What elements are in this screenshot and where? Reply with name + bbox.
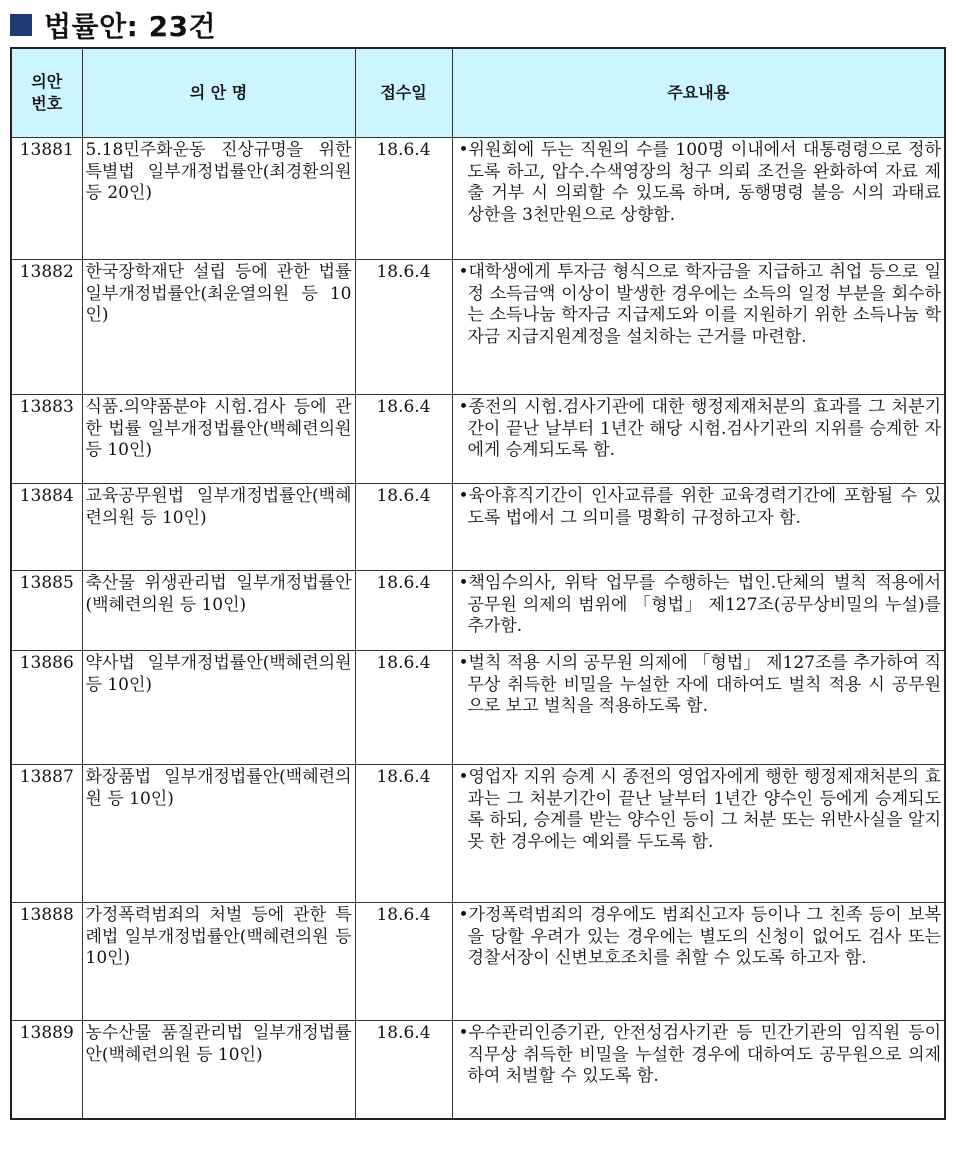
received-date: 18.6.4 [355, 765, 452, 903]
square-bullet-icon [10, 14, 32, 36]
received-date: 18.6.4 [355, 395, 452, 484]
table-row [11, 260, 945, 395]
bill-name: 5.18민주화운동 진상규명을 위한 특별법 일부개정법률안(최경환의원 등 20인) [82, 138, 355, 260]
received-date: 18.6.4 [355, 484, 452, 571]
received-date: 18.6.4 [355, 260, 452, 395]
main-content: •종전의 시험.검사기관에 대한 행정제재처분의 효과를 그 처분기간이 끝난 날부터 1년간 해당 시험.검사기관의 지위를 승계한 자에게 승계되도록 함. [452, 395, 945, 484]
bill-name: 농수산물 품질관리법 일부개정법률안(백혜련의원 등 10인) [82, 1021, 355, 1119]
bill-number: 13888 [11, 903, 82, 1021]
bill-number: 13887 [11, 765, 82, 903]
table-row [11, 651, 945, 765]
header-received-date: 접수일 [355, 48, 452, 138]
main-content: •책임수의사, 위탁 업무를 수행하는 법인.단체의 벌칙 적용에서 공무원 의제의 범위에 「형법」 제127조(공무상비밀의 누설)를 추가함. [452, 571, 945, 651]
bill-number: 13883 [11, 395, 82, 484]
table-row [11, 138, 945, 260]
received-date: 18.6.4 [355, 651, 452, 765]
bill-number: 13885 [11, 571, 82, 651]
main-content: •육아휴직기간이 인사교류를 위한 교육경력기간에 포함될 수 있도록 법에서 그 의미를 명확히 규정하고자 함. [452, 484, 945, 571]
bill-number: 13884 [11, 484, 82, 571]
main-content: •대학생에게 투자금 형식으로 학자금을 지급하고 취업 등으로 일정 소득금액 이상이 발생한 경우에는 소득의 일정 부분을 회수하는 소득나눔 학자금 지급제도와 이를 지원하기 위한 소득나눔 학자금 지급지원계정을 설치하는 근거를 마련함. [452, 260, 945, 395]
header-bill-name: 의 안 명 [82, 48, 355, 138]
page-title [10, 6, 216, 44]
received-date: 18.6.4 [355, 903, 452, 1021]
table-row [11, 1021, 945, 1119]
table-row [11, 571, 945, 651]
received-date: 18.6.4 [355, 1021, 452, 1119]
bill-number: 13882 [11, 260, 82, 395]
page-title-text: 법률안: 23건 [44, 10, 217, 43]
main-content: •영업자 지위 승계 시 종전의 영업자에게 행한 행정제재처분의 효과는 그 처분기간이 끝난 날부터 1년간 양수인 등에게 승계되도록 하되, 승계를 받는 양수인 등이 그 처분 또는 위반사실을 알지 못 한 경우에는 예외를 두도록 함. [452, 765, 945, 903]
bill-table [10, 47, 946, 1120]
bill-name: 약사법 일부개정법률안(백혜련의원 등 10인) [82, 651, 355, 765]
bill-name: 축산물 위생관리법 일부개정법률안(백혜련의원 등 10인) [82, 571, 355, 651]
table-row [11, 395, 945, 484]
main-content: •우수관리인증기관, 안전성검사기관 등 민간기관의 임직원 등이 직무상 취득한 비밀을 누설한 경우에 대하여도 공무원으로 의제하여 처벌할 수 있도록 함. [452, 1021, 945, 1119]
received-date: 18.6.4 [355, 571, 452, 651]
main-content: •가정폭력범죄의 경우에도 범죄신고자 등이나 그 친족 등이 보복을 당할 우려가 있는 경우에는 별도의 신청이 없어도 검사 또는 경찰서장이 신변보호조치를 취할 수 있도록 하고자 함. [452, 903, 945, 1021]
bill-name: 화장품법 일부개정법률안(백혜련의원 등 10인) [82, 765, 355, 903]
table-header-row [11, 48, 945, 138]
bill-number: 13889 [11, 1021, 82, 1119]
received-date: 18.6.4 [355, 138, 452, 260]
table-row [11, 903, 945, 1021]
bill-name: 가정폭력범죄의 처벌 등에 관한 특례법 일부개정법률안(백혜련의원 등 10인) [82, 903, 355, 1021]
bill-name: 한국장학재단 설립 등에 관한 법률 일부개정법률안(최운열의원 등 10인) [82, 260, 355, 395]
main-content: •위원회에 두는 직원의 수를 100명 이내에서 대통령령으로 정하도록 하고, 압수.수색영장의 청구 의뢰 조건을 완화하여 자료 제출 거부 시 의뢰할 수 있도록 하며, 동행명령 불응 시의 과태료 상한을 3천만원으로 상향함. [452, 138, 945, 260]
table-row [11, 484, 945, 571]
bill-number: 13881 [11, 138, 82, 260]
bill-number: 13886 [11, 651, 82, 765]
bill-name: 식품.의약품분야 시험.검사 등에 관한 법률 일부개정법률안(백혜련의원 등 10인) [82, 395, 355, 484]
main-content: •벌칙 적용 시의 공무원 의제에 「형법」 제127조를 추가하여 직무상 취득한 비밀을 누설한 자에 대하여도 벌칙 적용 시 공무원으로 보고 벌칙을 적용하도록 함. [452, 651, 945, 765]
table-row [11, 765, 945, 903]
header-main-content: 주요내용 [452, 48, 945, 138]
header-bill-number: 의안 번호 [11, 48, 82, 138]
bill-name: 교육공무원법 일부개정법률안(백혜련의원 등 10인) [82, 484, 355, 571]
